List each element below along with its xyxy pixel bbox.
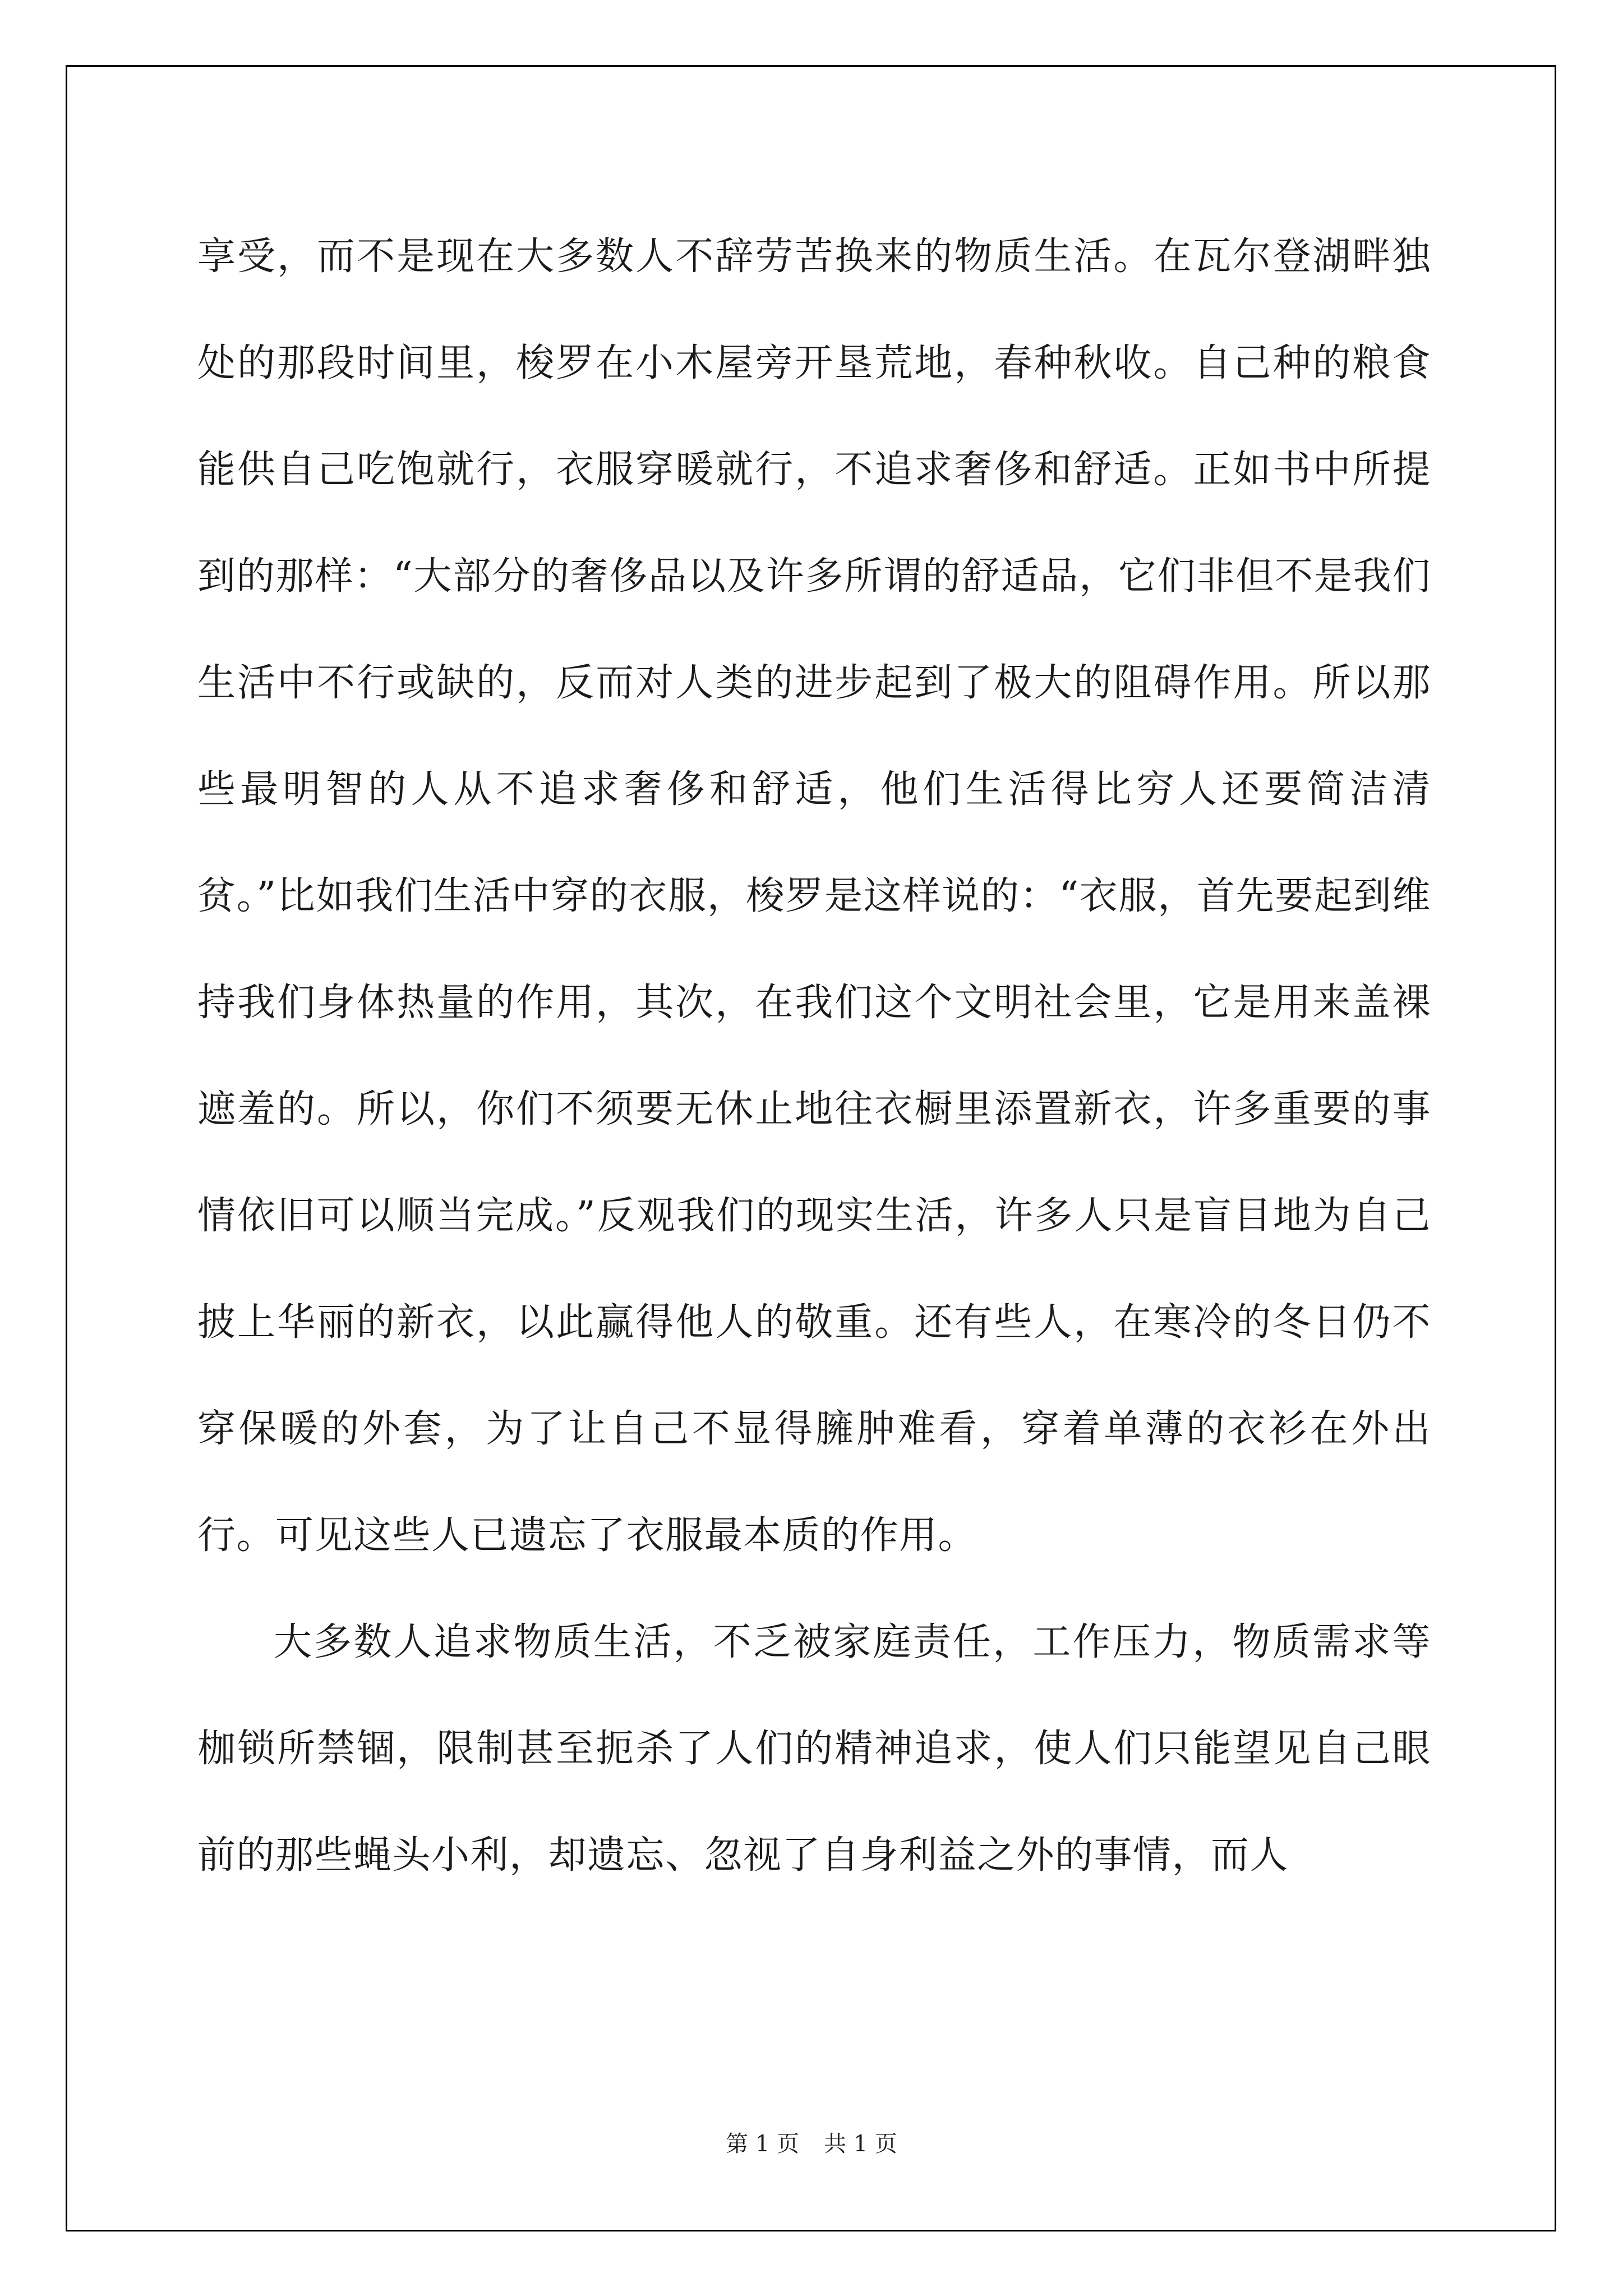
paragraph-2: 大多数人追求物质生活，不乏被家庭责任，工作压力，物质需求等枷锁所禁锢，限制甚至扼杀了人们的精神追求，使人们只能望见自己眼前的那些蝇头小利，却遗忘、忽视了自身利益之外的事情，而人 <box>197 1620 1431 1878</box>
document-body <box>197 204 1431 1909</box>
page-number: 第 1 页 <box>726 2131 799 2157</box>
page-total: 共 1 页 <box>824 2131 897 2157</box>
paragraph-1: 享受，而不是现在大多数人不辞劳苦换来的物质生活。在瓦尔登湖畔独处的那段时间里，梭罗在小木屋旁开垦荒地，春种秋收。自己种的粮食能供自己吃饱就行，衣服穿暖就行，不追求奢侈和舒适。正如书中所提到的那样：“大部分的奢侈品以及许多所谓的舒适品，它们非但不是我们生活中不行或缺的，反而对人类的进步起到了极大的阻碍作用。所以那些最明智的人从不追求奢侈和舒适，他们生活得比穷人还要简洁清贫。”比如我们生活中穿的衣服，梭罗是这样说的：“衣服，首先要起到维持我们身体热量的作用，其次，在我们这个文明社会里，它是用来盖裸遮羞的。所以，你们不须要无休止地往衣橱里添置新衣，许多重要的事情依旧可以顺当完成。”反观我们的现实生活，许多人只是盲目地为自己披上华丽的新衣，以此赢得他人的敬重。还有些人，在寒冷的冬日仍不穿保暖的外套，为了让自己不显得臃肿难看，穿着单薄的衣衫在外出行。可见这些人已遗忘了衣服最本质的作用。 <box>197 234 1431 1558</box>
page-footer <box>0 2126 1623 2158</box>
